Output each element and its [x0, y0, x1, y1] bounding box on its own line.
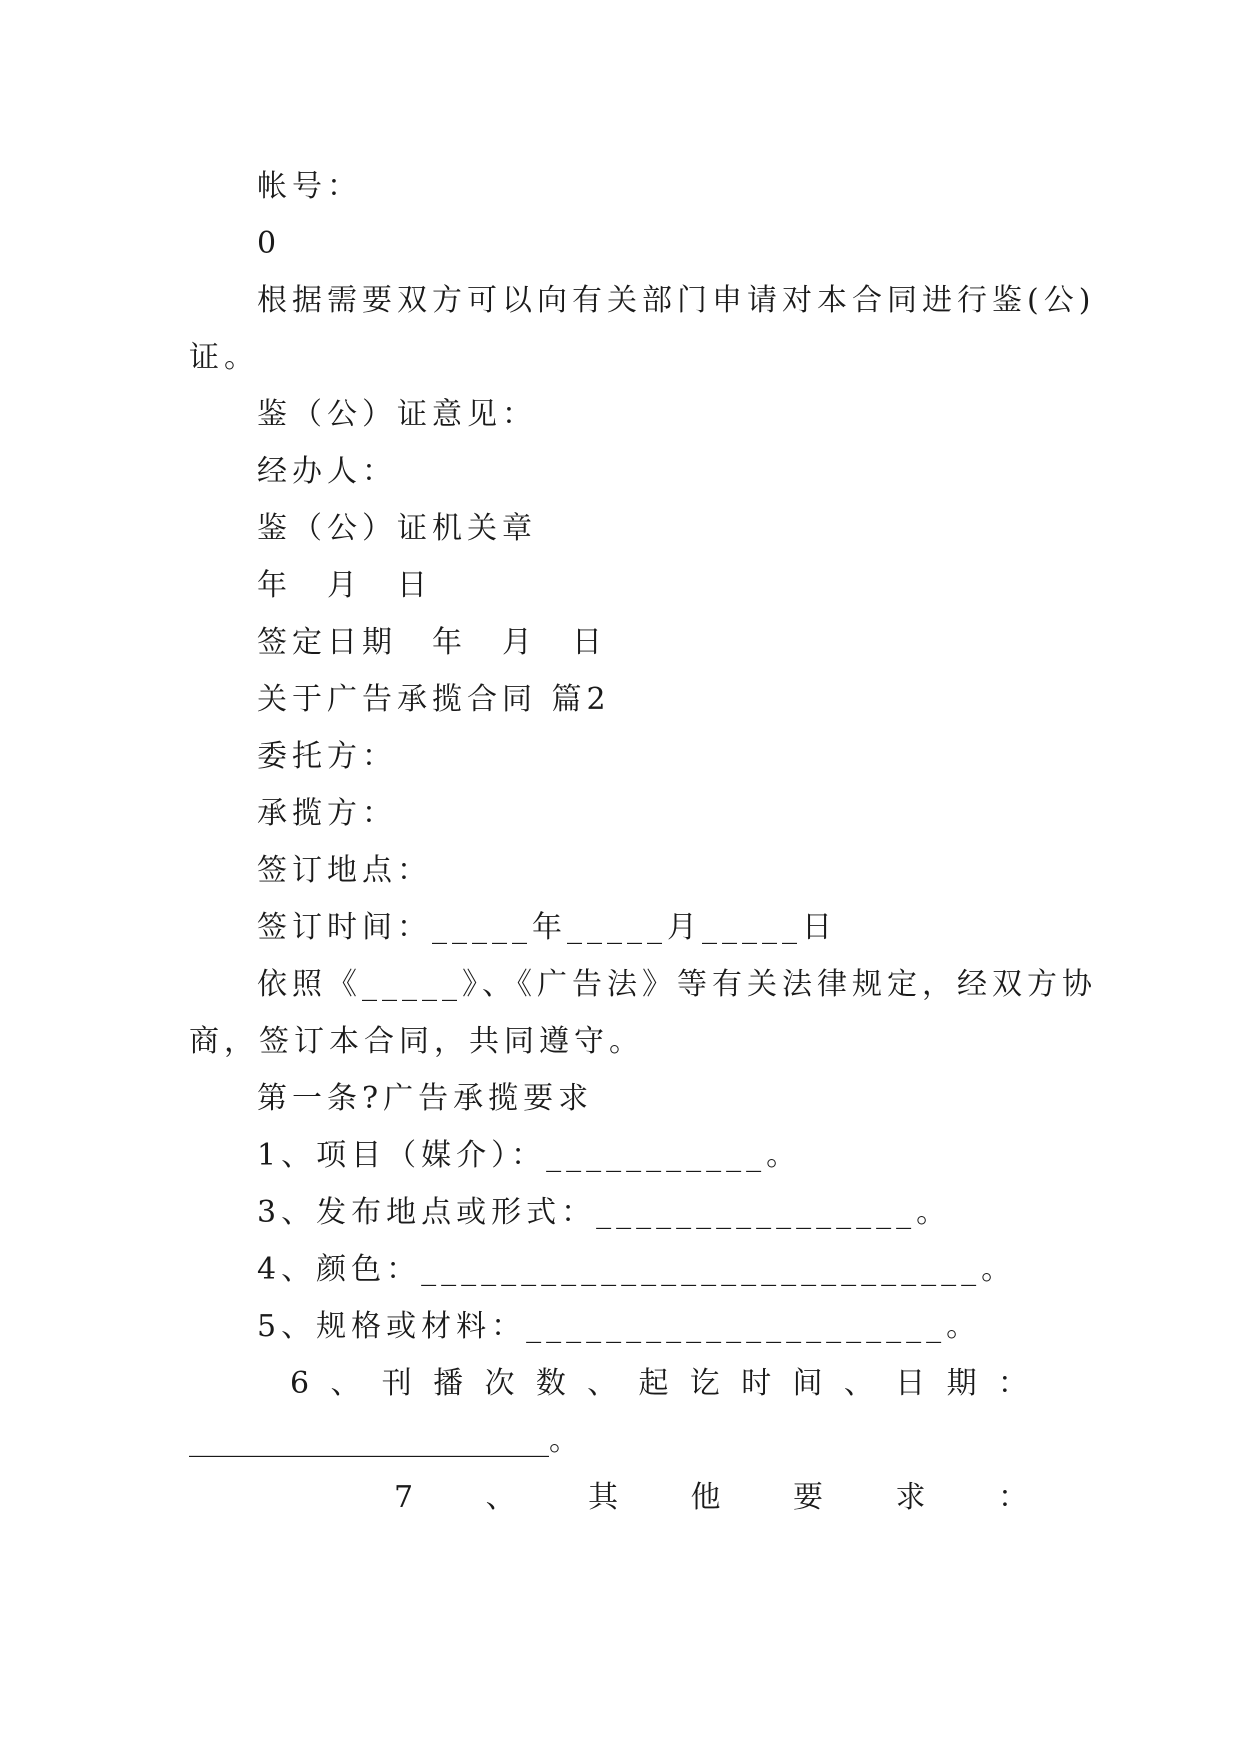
- client-line: 委托方：: [257, 739, 397, 774]
- paragraph-notarization-cont: 证。: [189, 340, 259, 375]
- char: ：: [997, 1366, 1028, 1401]
- char: 起: [638, 1366, 669, 1401]
- zero-line: 0: [257, 226, 282, 261]
- char: 、: [587, 1366, 618, 1401]
- char: ：: [998, 1480, 1028, 1515]
- item-spec: 5、规格或材料：_____________________。: [257, 1309, 982, 1344]
- signing-time-line: 签订时间：_____年_____月_____日: [257, 910, 837, 945]
- char: 、: [330, 1366, 361, 1401]
- char: 期: [946, 1366, 977, 1401]
- account-line: 帐号：: [257, 169, 362, 204]
- paragraph-notarization: 根据需要双方可以向有关部门申请对本合同进行鉴(公): [257, 283, 1096, 318]
- char: 7: [394, 1480, 414, 1515]
- item-broadcast-blank: ________________________。: [189, 1423, 579, 1458]
- item-broadcast-times: [290, 1366, 1028, 1401]
- handler-line: 经办人：: [257, 454, 397, 489]
- char: 间: [792, 1366, 823, 1401]
- item-location: 3、发布地点或形式：________________。: [257, 1195, 952, 1230]
- date-line: 年 月 日: [257, 568, 432, 603]
- char: 刊: [381, 1366, 412, 1401]
- char: 数: [535, 1366, 566, 1401]
- item-project: 1、项目（媒介）：___________。: [257, 1138, 802, 1173]
- section-heading: 关于广告承揽合同 篇2: [257, 682, 611, 717]
- char: 次: [484, 1366, 515, 1401]
- char: 、: [843, 1366, 874, 1401]
- signing-place-line: 签订地点：: [257, 853, 432, 888]
- item-color: 4、颜色：____________________________。: [257, 1252, 1017, 1287]
- notarization-opinion: 鉴（公）证意见：: [257, 397, 537, 432]
- paragraph-legal-basis-cont: 商，签订本合同，共同遵守。: [189, 1024, 644, 1059]
- article-one-heading: 第一条?广告承揽要求: [257, 1081, 594, 1116]
- char: 、: [485, 1480, 516, 1515]
- char: 播: [433, 1366, 464, 1401]
- paragraph-legal-basis: 依照《_____》、《广告法》等有关法律规定，经双方协: [257, 967, 1097, 1002]
- item-other-requirements: [394, 1480, 1028, 1515]
- char: 讫: [689, 1366, 720, 1401]
- char: 日: [895, 1366, 926, 1401]
- char: 6: [290, 1366, 310, 1401]
- char: 要: [793, 1480, 824, 1515]
- contractor-line: 承揽方：: [257, 796, 397, 831]
- char: 其: [588, 1480, 619, 1515]
- char: 求: [895, 1480, 926, 1515]
- signing-date-line: 签定日期 年 月 日: [257, 625, 607, 660]
- char: 他: [690, 1480, 721, 1515]
- notary-seal-line: 鉴（公）证机关章: [257, 511, 537, 546]
- char: 时: [741, 1366, 772, 1401]
